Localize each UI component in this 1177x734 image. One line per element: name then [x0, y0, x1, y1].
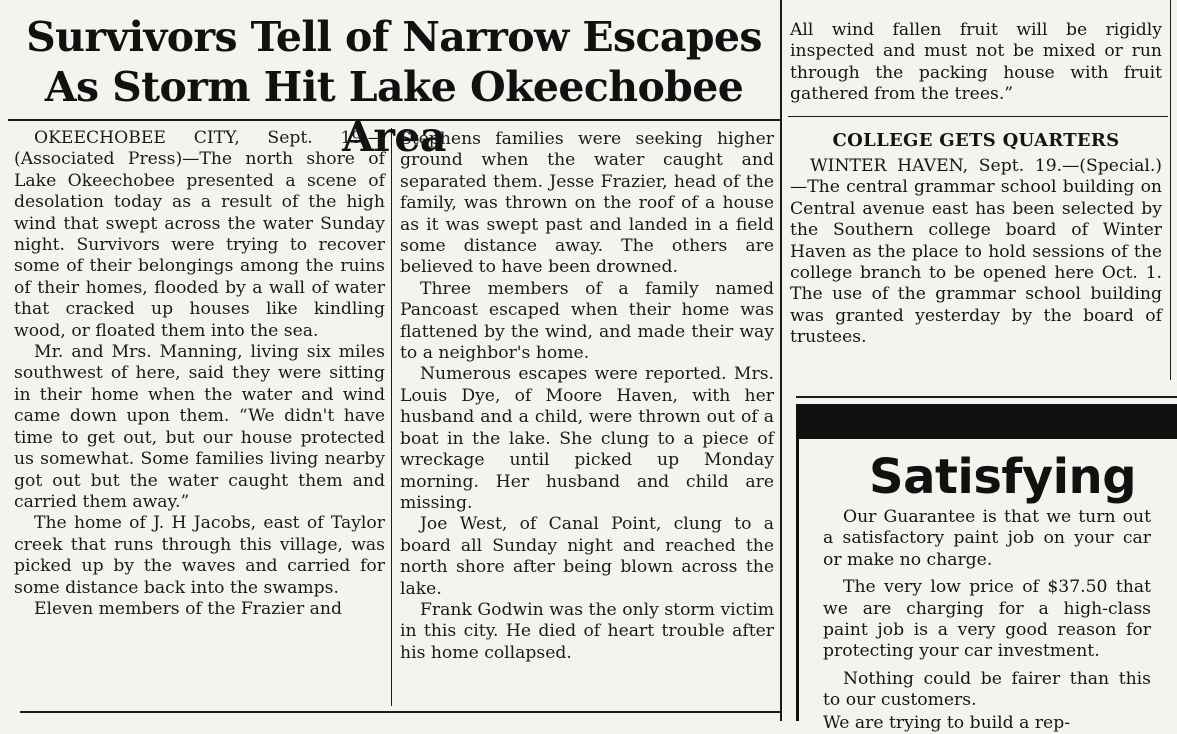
story-paragraph: OKEECHOBEE CITY, Sept. 19.— (Associated Press)—The north shore of Lake Okeechobee presented a scene of desolation today as a result of the high wind that swept across the water Sunday night. Survivors were trying to recover some of their belongings among the ruins of their homes, flooded by a wall of water that cracked up houses like kindling wood, or floated them into the sea.	[14, 128, 385, 341]
story-paragraph: Three members of a family named Pancoast escaped when their home was flattened by the wind, and made their way to a neighbor's home.	[400, 278, 774, 364]
bottom-rule	[20, 711, 780, 713]
story-paragraph: Mr. and Mrs. Manning, living six miles southwest of here, said they were sitting in their home when the water and wind came down upon them. “We didn't have time to get out, but our house protected us somewhat. Some families living nearby got out but the water caught them and carried them away.”	[14, 342, 385, 512]
fruit-story-rule	[788, 116, 1168, 117]
ad-title: Satisfying	[869, 449, 1137, 505]
story-paragraph: The home of J. H Jacobs, east of Taylor creek that runs through this village, was picked up by the waves and carried for some distance back into the swamps.	[14, 513, 385, 598]
paint-job-advertisement	[796, 404, 1177, 733]
ad-paragraph: Our Guarantee is that we turn out a satisfactory paint job on your car or make no charge.	[823, 507, 1151, 570]
story-column-2	[400, 129, 774, 664]
story-paragraph: Joe West, of Canal Point, clung to a board all Sunday night and reached the north shore after being blown across the lake.	[400, 514, 774, 599]
college-story-heading: COLLEGE GETS QUARTERS	[832, 130, 1120, 151]
column-rule-right	[1170, 0, 1171, 380]
headline-line-2: As Storm Hit Lake Okeechobee Area	[44, 63, 744, 161]
college-story-text: WINTER HAVEN, Sept. 19.—(Special.)—The central grammar school building on Central avenue east has been selected by the Southern college board of Winter Haven as the place to hold sessions of the college branch to be opened here Oct. 1. The use of the grammar school building was granted yesterday by the board of trustees.	[790, 156, 1162, 348]
column-rule-left	[391, 128, 392, 706]
headline-line-1: Survivors Tell of Narrow Escapes	[26, 13, 762, 61]
story-paragraph: Frank Godwin was the only storm victim in this city. He died of heart trouble after his home collapsed.	[400, 599, 774, 663]
story-paragraph: Stephens families were seeking higher ground when the water caught and separated them. Jesse Frazier, head of the family, was thrown on the roof of a house as it was swept past and landed in a field some distance away. The others are believed to have been drowned.	[400, 129, 774, 278]
ad-top-rule	[796, 396, 1177, 398]
fruit-story	[790, 20, 1162, 106]
ad-black-banner	[799, 407, 1177, 439]
story-column-1	[14, 128, 385, 620]
fruit-story-text: All wind fallen fruit will be rigidly inspected and must not be mixed or run through the packing house with fruit gathered from the trees.”	[790, 20, 1162, 105]
ad-paragraph: Nothing could be fairer than this to our customers.	[823, 668, 1151, 711]
ad-paragraph: The very low price of $37.50 that we are charging for a high-class paint job is a very good reason for protecting your car investment.	[823, 577, 1151, 662]
college-story	[790, 156, 1162, 349]
ad-body	[823, 507, 1151, 712]
story-paragraph: Eleven members of the Frazier and	[34, 598, 342, 619]
ad-cut-off-line: We are trying to build a rep-	[823, 713, 1071, 733]
column-rule-center	[780, 0, 782, 721]
story-paragraph: Numerous escapes were reported. Mrs. Louis Dye, of Moore Haven, with her husband and a child, were thrown out of a boat in the lake. She clung to a piece of wreckage until picked up Monday morning. Her husband and child are missing.	[400, 364, 774, 513]
